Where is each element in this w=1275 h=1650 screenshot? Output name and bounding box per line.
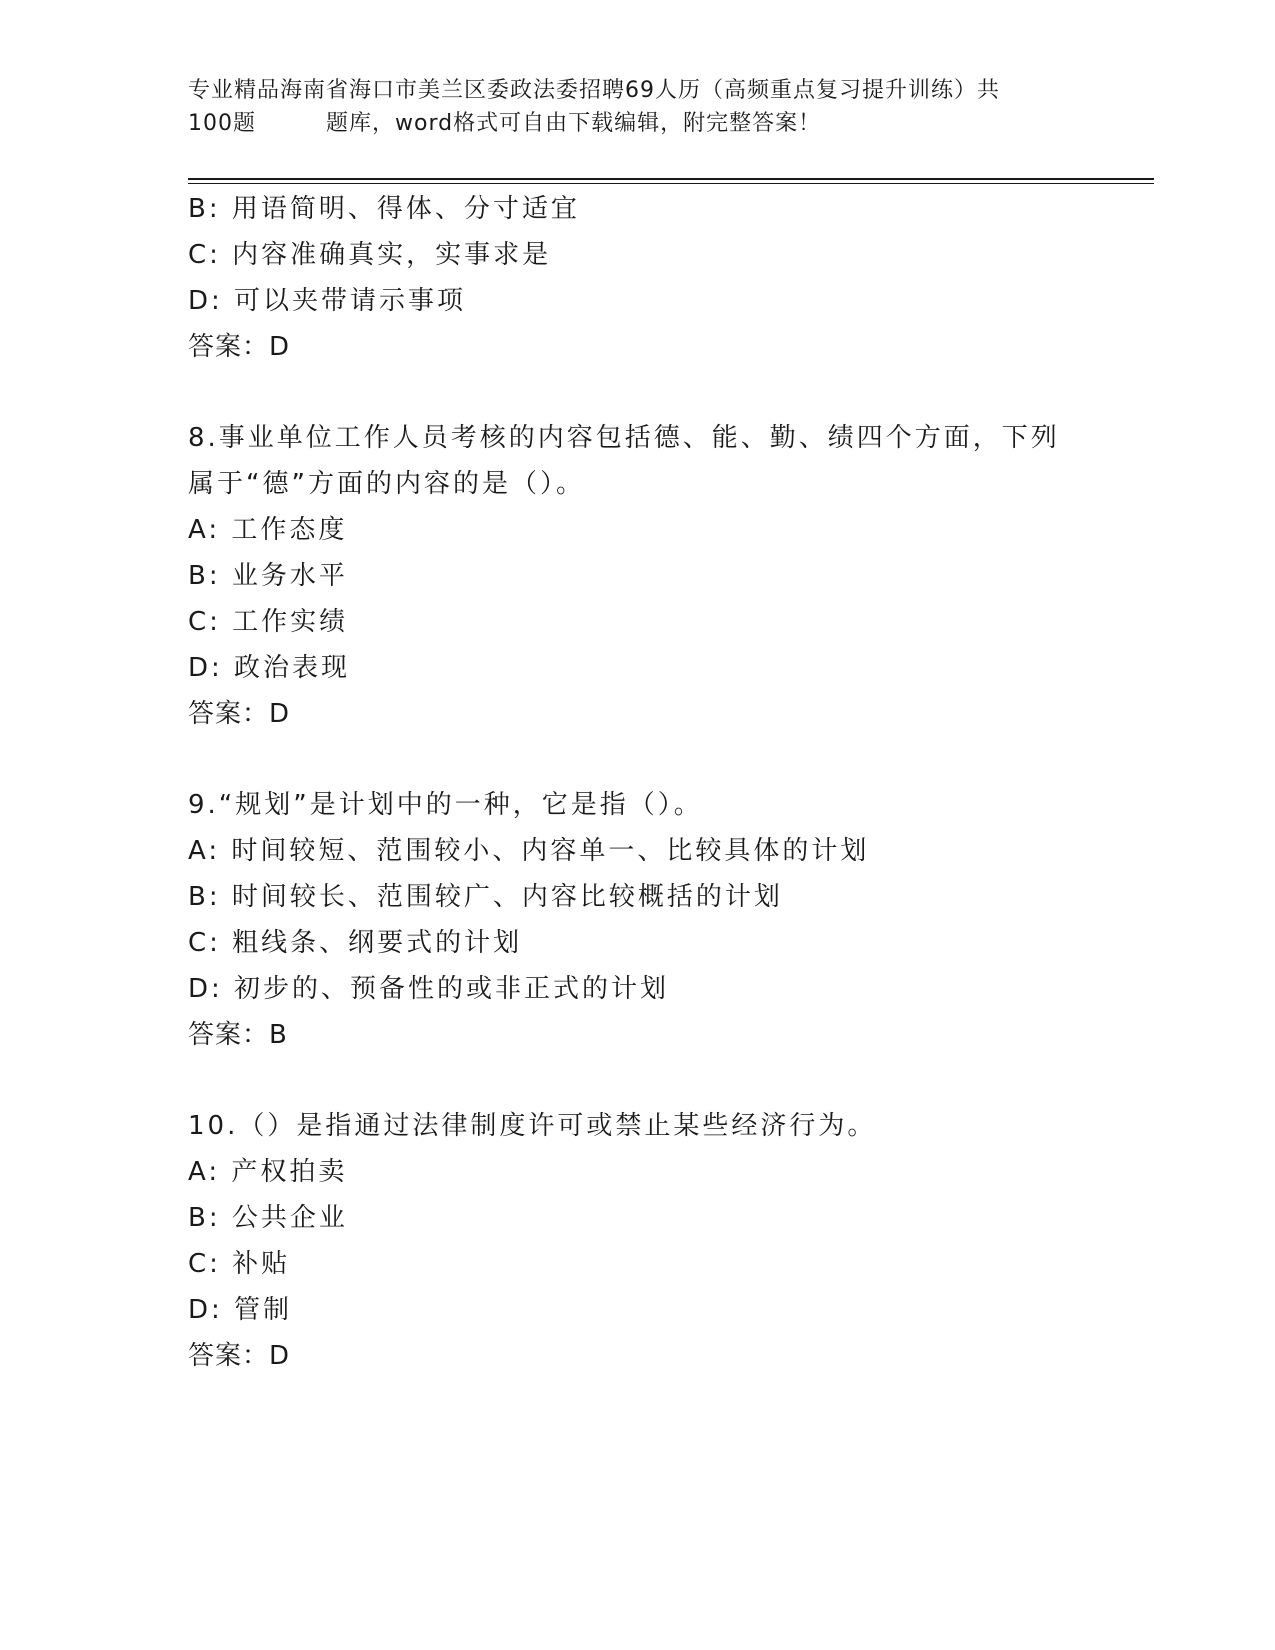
header-description: 题库，word格式可自由下载编辑，附完整答案！ — [326, 111, 822, 136]
option-c: C: 工作实绩 — [188, 607, 349, 637]
question-stem: 9.“规划”是计划中的一种，它是指（）。 — [188, 790, 703, 820]
option-b: B: 用语简明、得体、分寸适宜 — [188, 194, 580, 224]
option-d: D: 政治表现 — [188, 653, 351, 683]
option-a: A: 时间较短、范围较小、内容单一、比较具体的计划 — [188, 836, 870, 866]
question-8 — [188, 415, 1088, 737]
header-title-line-2 — [188, 107, 1088, 140]
question-stem: 10.（）是指通过法律制度许可或禁止某些经济行为。 — [188, 1111, 877, 1141]
question-stem: 8.事业单位工作人员考核的内容包括德、能、勤、绩四个方面，下列 — [188, 423, 1060, 453]
answer-line: 答案：D — [188, 332, 291, 362]
question-9 — [188, 782, 1088, 1058]
option-c: C: 粗线条、纲要式的计划 — [188, 928, 523, 958]
option-b: B: 业务水平 — [188, 561, 348, 591]
option-a: A: 工作态度 — [188, 515, 348, 545]
page-header — [188, 74, 1088, 140]
option-a: A: 产权拍卖 — [188, 1157, 348, 1187]
option-d: D: 初步的、预备性的或非正式的计划 — [188, 974, 670, 1004]
option-d: D: 管制 — [188, 1295, 293, 1325]
question-stem: 属于“德”方面的内容的是（）。 — [188, 469, 585, 499]
option-c: C: 补贴 — [188, 1249, 291, 1279]
option-b: B: 公共企业 — [188, 1203, 348, 1233]
answer-line: 答案：D — [188, 699, 291, 729]
answer-line: 答案：D — [188, 1341, 291, 1371]
header-question-count: 100题 — [188, 111, 256, 136]
option-b: B: 时间较长、范围较广、内容比较概括的计划 — [188, 882, 783, 912]
question-10 — [188, 1103, 1088, 1379]
header-divider-thin — [188, 183, 1154, 184]
option-d: D: 可以夹带请示事项 — [188, 286, 467, 316]
question-content — [188, 186, 1088, 1379]
question-7-continued — [188, 186, 1088, 370]
header-title-line-1: 专业精品海南省海口市美兰区委政法委招聘69人历（高频重点复习提升训练）共 — [188, 78, 1000, 103]
answer-line: 答案：B — [188, 1020, 288, 1050]
header-divider-thick — [188, 178, 1154, 180]
option-c: C: 内容准确真实，实事求是 — [188, 240, 552, 270]
